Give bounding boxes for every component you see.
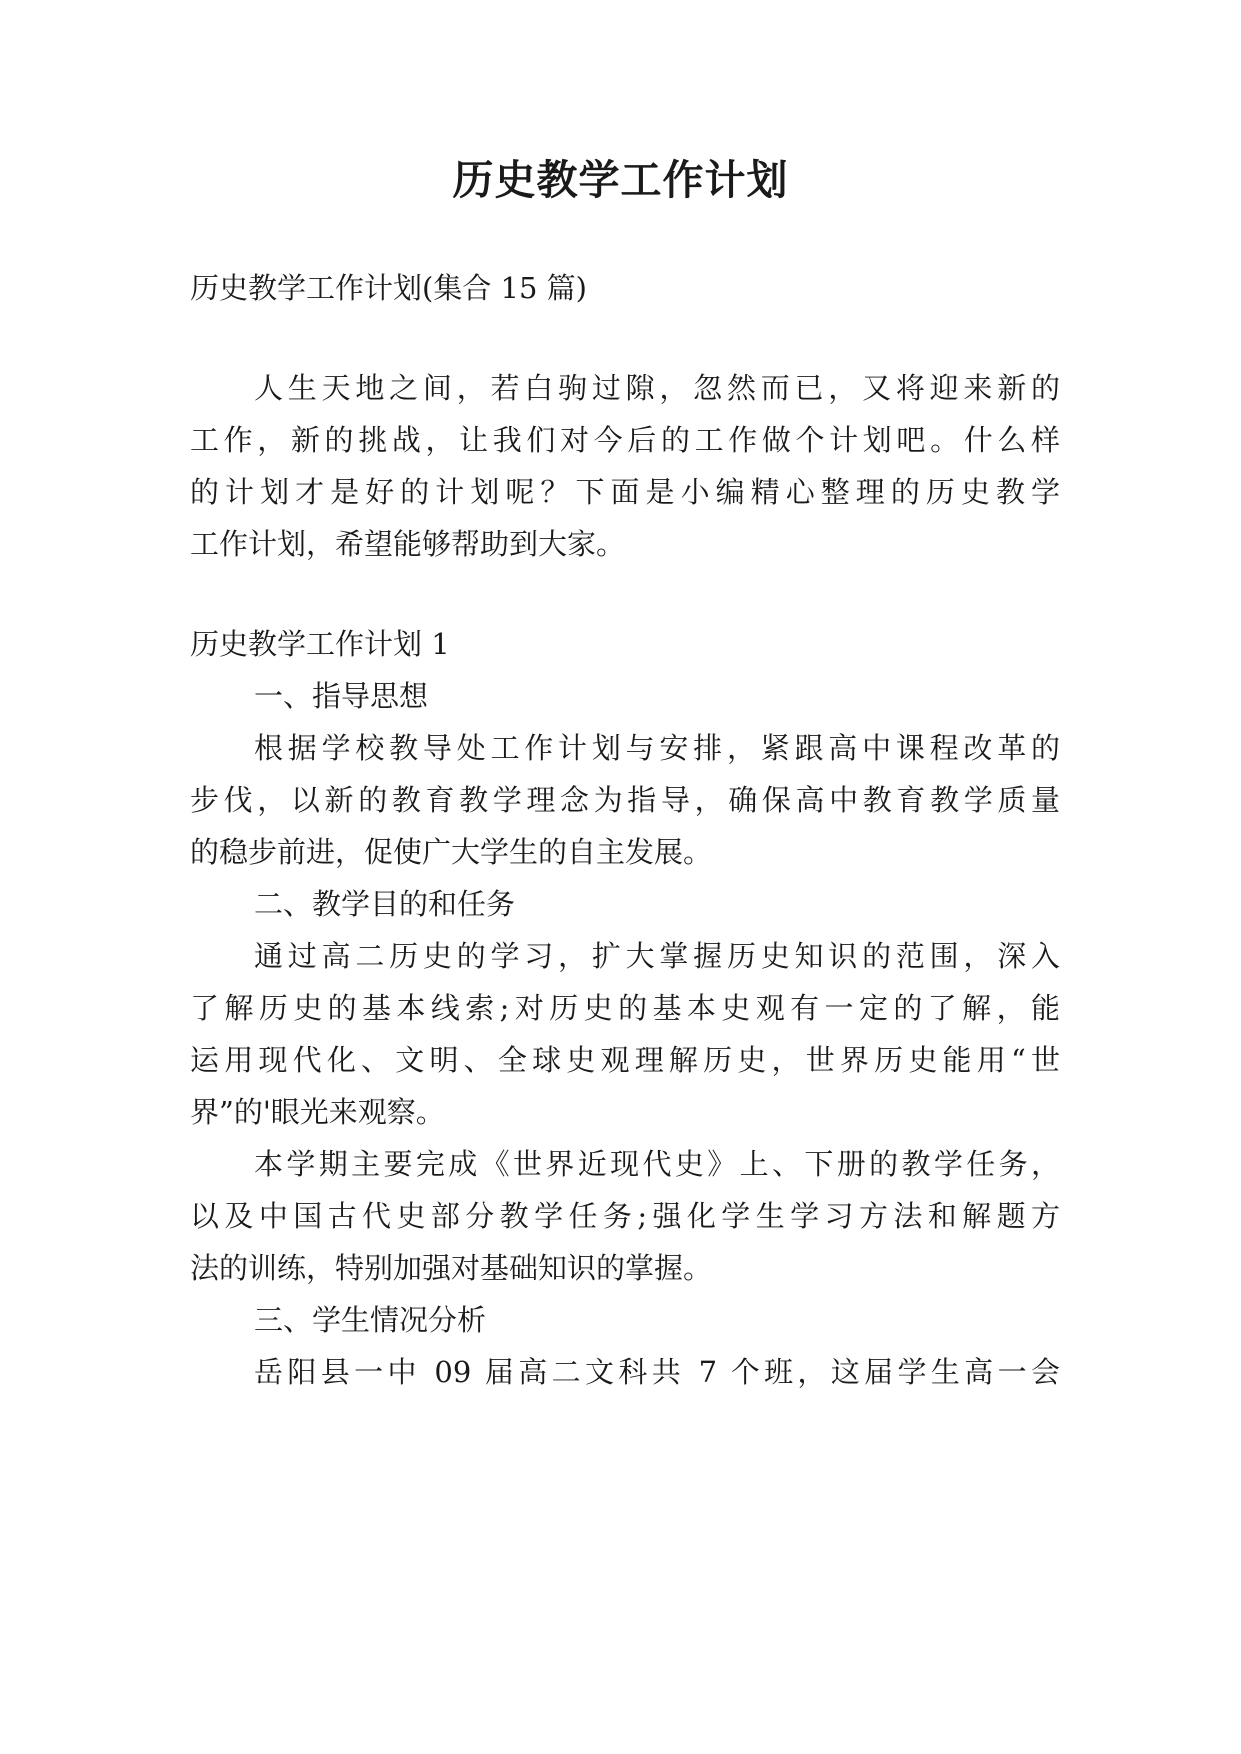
- paragraph-line: 了解历史的基本线索;对历史的基本史观有一定的了解，能: [190, 991, 1060, 1025]
- paragraph-line: 运用现代化、文明、全球史观理解历史，世界历史能用“世: [190, 1043, 1060, 1077]
- intro-line: 人生天地之间，若白驹过隙，忽然而已，又将迎来新的: [254, 371, 1060, 405]
- section-heading: 历史教学工作计划 1: [190, 627, 450, 661]
- paragraph-line: 步伐，以新的教育教学理念为指导，确保高中教育教学质量: [190, 783, 1060, 817]
- paragraph-line: 本学期主要完成《世界近现代史》上、下册的教学任务，: [254, 1147, 1060, 1181]
- paragraph-line: 根据学校教导处工作计划与安排，紧跟高中课程改革的: [254, 731, 1060, 765]
- subheading-student-analysis: 三、学生情况分析: [254, 1303, 487, 1337]
- paragraph-line: 以及中国古代史部分教学任务;强化学生学习方法和解题方: [190, 1199, 1060, 1233]
- paragraph-line: 界”的'眼光来观察。: [190, 1095, 445, 1129]
- document-title: 历史教学工作计划: [452, 156, 789, 204]
- paragraph-line: 通过高二历史的学习，扩大掌握历史知识的范围，深入: [254, 939, 1060, 973]
- intro-line: 的计划才是好的计划呢？下面是小编精心整理的历史教学: [190, 475, 1060, 509]
- paragraph-line: 岳阳县一中 09 届高二文科共 7 个班，这届学生高一会: [254, 1355, 1060, 1389]
- intro-line: 工作计划，希望能够帮助到大家。: [190, 527, 626, 561]
- document-subtitle: 历史教学工作计划(集合 15 篇): [190, 271, 587, 305]
- intro-line: 工作，新的挑战，让我们对今后的工作做个计划吧。什么样: [190, 423, 1060, 457]
- paragraph-line: 的稳步前进，促使广大学生的自主发展。: [190, 835, 713, 869]
- subheading-teaching-goals: 二、教学目的和任务: [254, 887, 516, 921]
- subheading-guiding-thought: 一、指导思想: [254, 679, 429, 713]
- paragraph-line: 法的训练，特别加强对基础知识的掌握。: [190, 1251, 713, 1285]
